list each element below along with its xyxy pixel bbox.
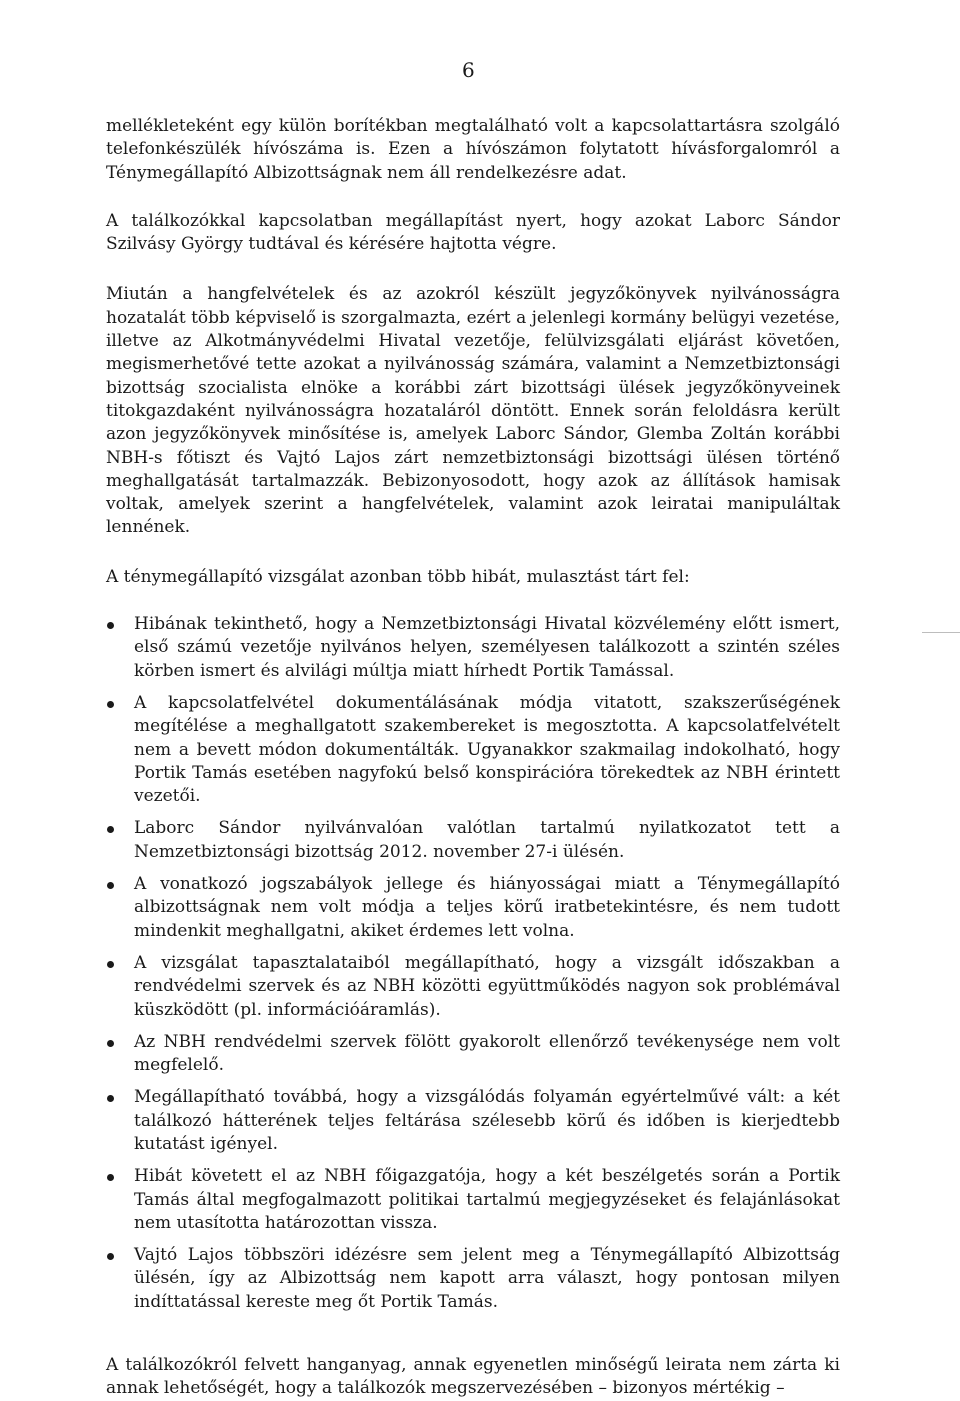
finding-text: Hibát követett el az NBH főigazgatója, hogy a két beszélgetés során a Portik Tamás által megfogalmazott politikai tartalmú megjegyzéseket és felajánlásokat nem utasította határozottan vissza. (134, 1166, 840, 1233)
finding-text: Laborc Sándor nyilvánvalóan valótlan tartalmú nyilatkozatot tett a Nemzetbiztonsági bizottság 2012. november 27-i ülésén. (134, 818, 840, 862)
finding-text: A vizsgálat tapasztalataiból megállapítható, hogy a vizsgált időszakban a rendvédelmi szervek és az NBH közötti együttműködés nagyon sok problémával küszködött (pl. információáramlás). (134, 952, 840, 1020)
page-number: 6 (462, 58, 475, 82)
finding-item (106, 1165, 840, 1235)
bullet-icon (107, 622, 114, 629)
finding-item (106, 692, 840, 808)
finding-item (106, 873, 840, 943)
bullet-icon (107, 961, 114, 968)
paragraph-meetings: A találkozókkal kapcsolatban megállapítást nyert, hogy azokat Laborc Sándor Szilvásy György tudtával és kérésére hajtotta végre. (106, 210, 840, 255)
bullet-icon (107, 826, 114, 833)
paragraph-closing: A találkozókról felvett hanganyag, annak egyenetlen minőségű leirata nem zárta ki annak lehetőségét, hogy a találkozók megszervezésében – bizonyos mértékig – (106, 1355, 840, 1399)
findings-intro: A ténymegállapító vizsgálat azonban több hibát, mulasztást tárt fel: (106, 566, 690, 587)
finding-item (106, 1086, 840, 1156)
bullet-icon (107, 1040, 114, 1047)
finding-text: A vonatkozó jogszabályok jellege és hiányosságai miatt a Ténymegállapító albizottságnak nem volt módja a teljes körű iratbetekintésre, és nem tudott mindenkit meghallgatni, akiket érdemes lett volna. (134, 874, 840, 941)
bullet-icon (107, 1174, 114, 1181)
finding-text: Megállapítható továbbá, hogy a vizsgálódás folyamán egyértelművé vált: a két találkozó hátterének teljes feltárása szélesebb körű és időben is kierjedtebb kutatást igényel. (134, 1087, 840, 1154)
bullet-icon (107, 882, 114, 889)
finding-item (106, 817, 840, 864)
findings-list (106, 613, 840, 1314)
document-body (106, 115, 840, 1401)
finding-item (106, 1244, 840, 1314)
bullet-icon (107, 701, 114, 708)
paragraph-phone-number: mellékleteként egy külön borítékban megtalálható volt a kapcsolattartásra szolgáló telefonkészülék hívószáma is. Ezen a hívószámon folytatott hívásforgalomról a Ténymegállapító Albizottságnak nem áll rendelkezésre adat. (106, 116, 840, 183)
finding-text: Az NBH rendvédelmi szervek fölött gyakorolt ellenőrző tevékenysége nem volt megfelelő. (134, 1031, 840, 1076)
finding-text: Hibának tekinthető, hogy a Nemzetbiztonsági Hivatal közvélemény előtt ismert, első számú vezetője nyilvános helyen, személyesen találkozott a szintén széles körben ismert és alvilági múltja miatt hírhedt Portik Tamással. (134, 614, 840, 681)
finding-item (106, 613, 840, 683)
bullet-icon (107, 1253, 114, 1260)
bullet-icon (107, 1095, 114, 1102)
scan-artifact-line (922, 632, 960, 633)
finding-item (106, 1031, 840, 1078)
finding-text: A kapcsolatfelvétel dokumentálásának módja vitatott, szakszerűségének megítélése a meghallgatott szakembereket is megosztotta. A kapcsolatfelvételt nem a bevett módon dokumentálták. Ugyanakkor szakmailag indokolható, hogy Portik Tamás esetében nagyfokú belső konspirációra törekedtek az NBH érintett vezetői. (134, 692, 840, 807)
paragraph-recordings: Miután a hangfelvételek és az azokról készült jegyzőkönyvek nyilvánosságra hozatalát több képviselő is szorgalmazta, ezért a jelenlegi kormány belügyi vezetése, illetve az Alkotmányvédelmi Hivatal vezetője, felülvizsgálati eljárást követően, megismerhetővé tette azokat a nyilvánosság számára, valamint a Nemzetbiztonsági bizottság szocialista elnöke a korábbi zárt bizottsági ülések jegyzőkönyveinek titokgazdaként nyilvánosságra hozataláról döntött. Ennek során feloldásra került azon jegyzőkönyvek minősítése is, amelyek Laborc Sándor, Glemba Zoltán korábbi NBH-s főtiszt és Vajtó Lajos zárt nemzetbiztonsági bizottsági ülésen történő meghallgatását tartalmazzák. Bebizonyosodott, hogy azok az állítások hamisak voltak, amelyek szerint a hangfelvételek, valamint azok leiratai manipuláltak lennének. (106, 284, 840, 538)
finding-item (106, 952, 840, 1022)
finding-text: Vajtó Lajos többszöri idézésre sem jelent meg a Ténymegállapító Albizottság ülésén, így az Albizottság nem kapott arra választ, hogy pontosan milyen indíttatással kereste meg őt Portik Tamás. (134, 1245, 840, 1312)
